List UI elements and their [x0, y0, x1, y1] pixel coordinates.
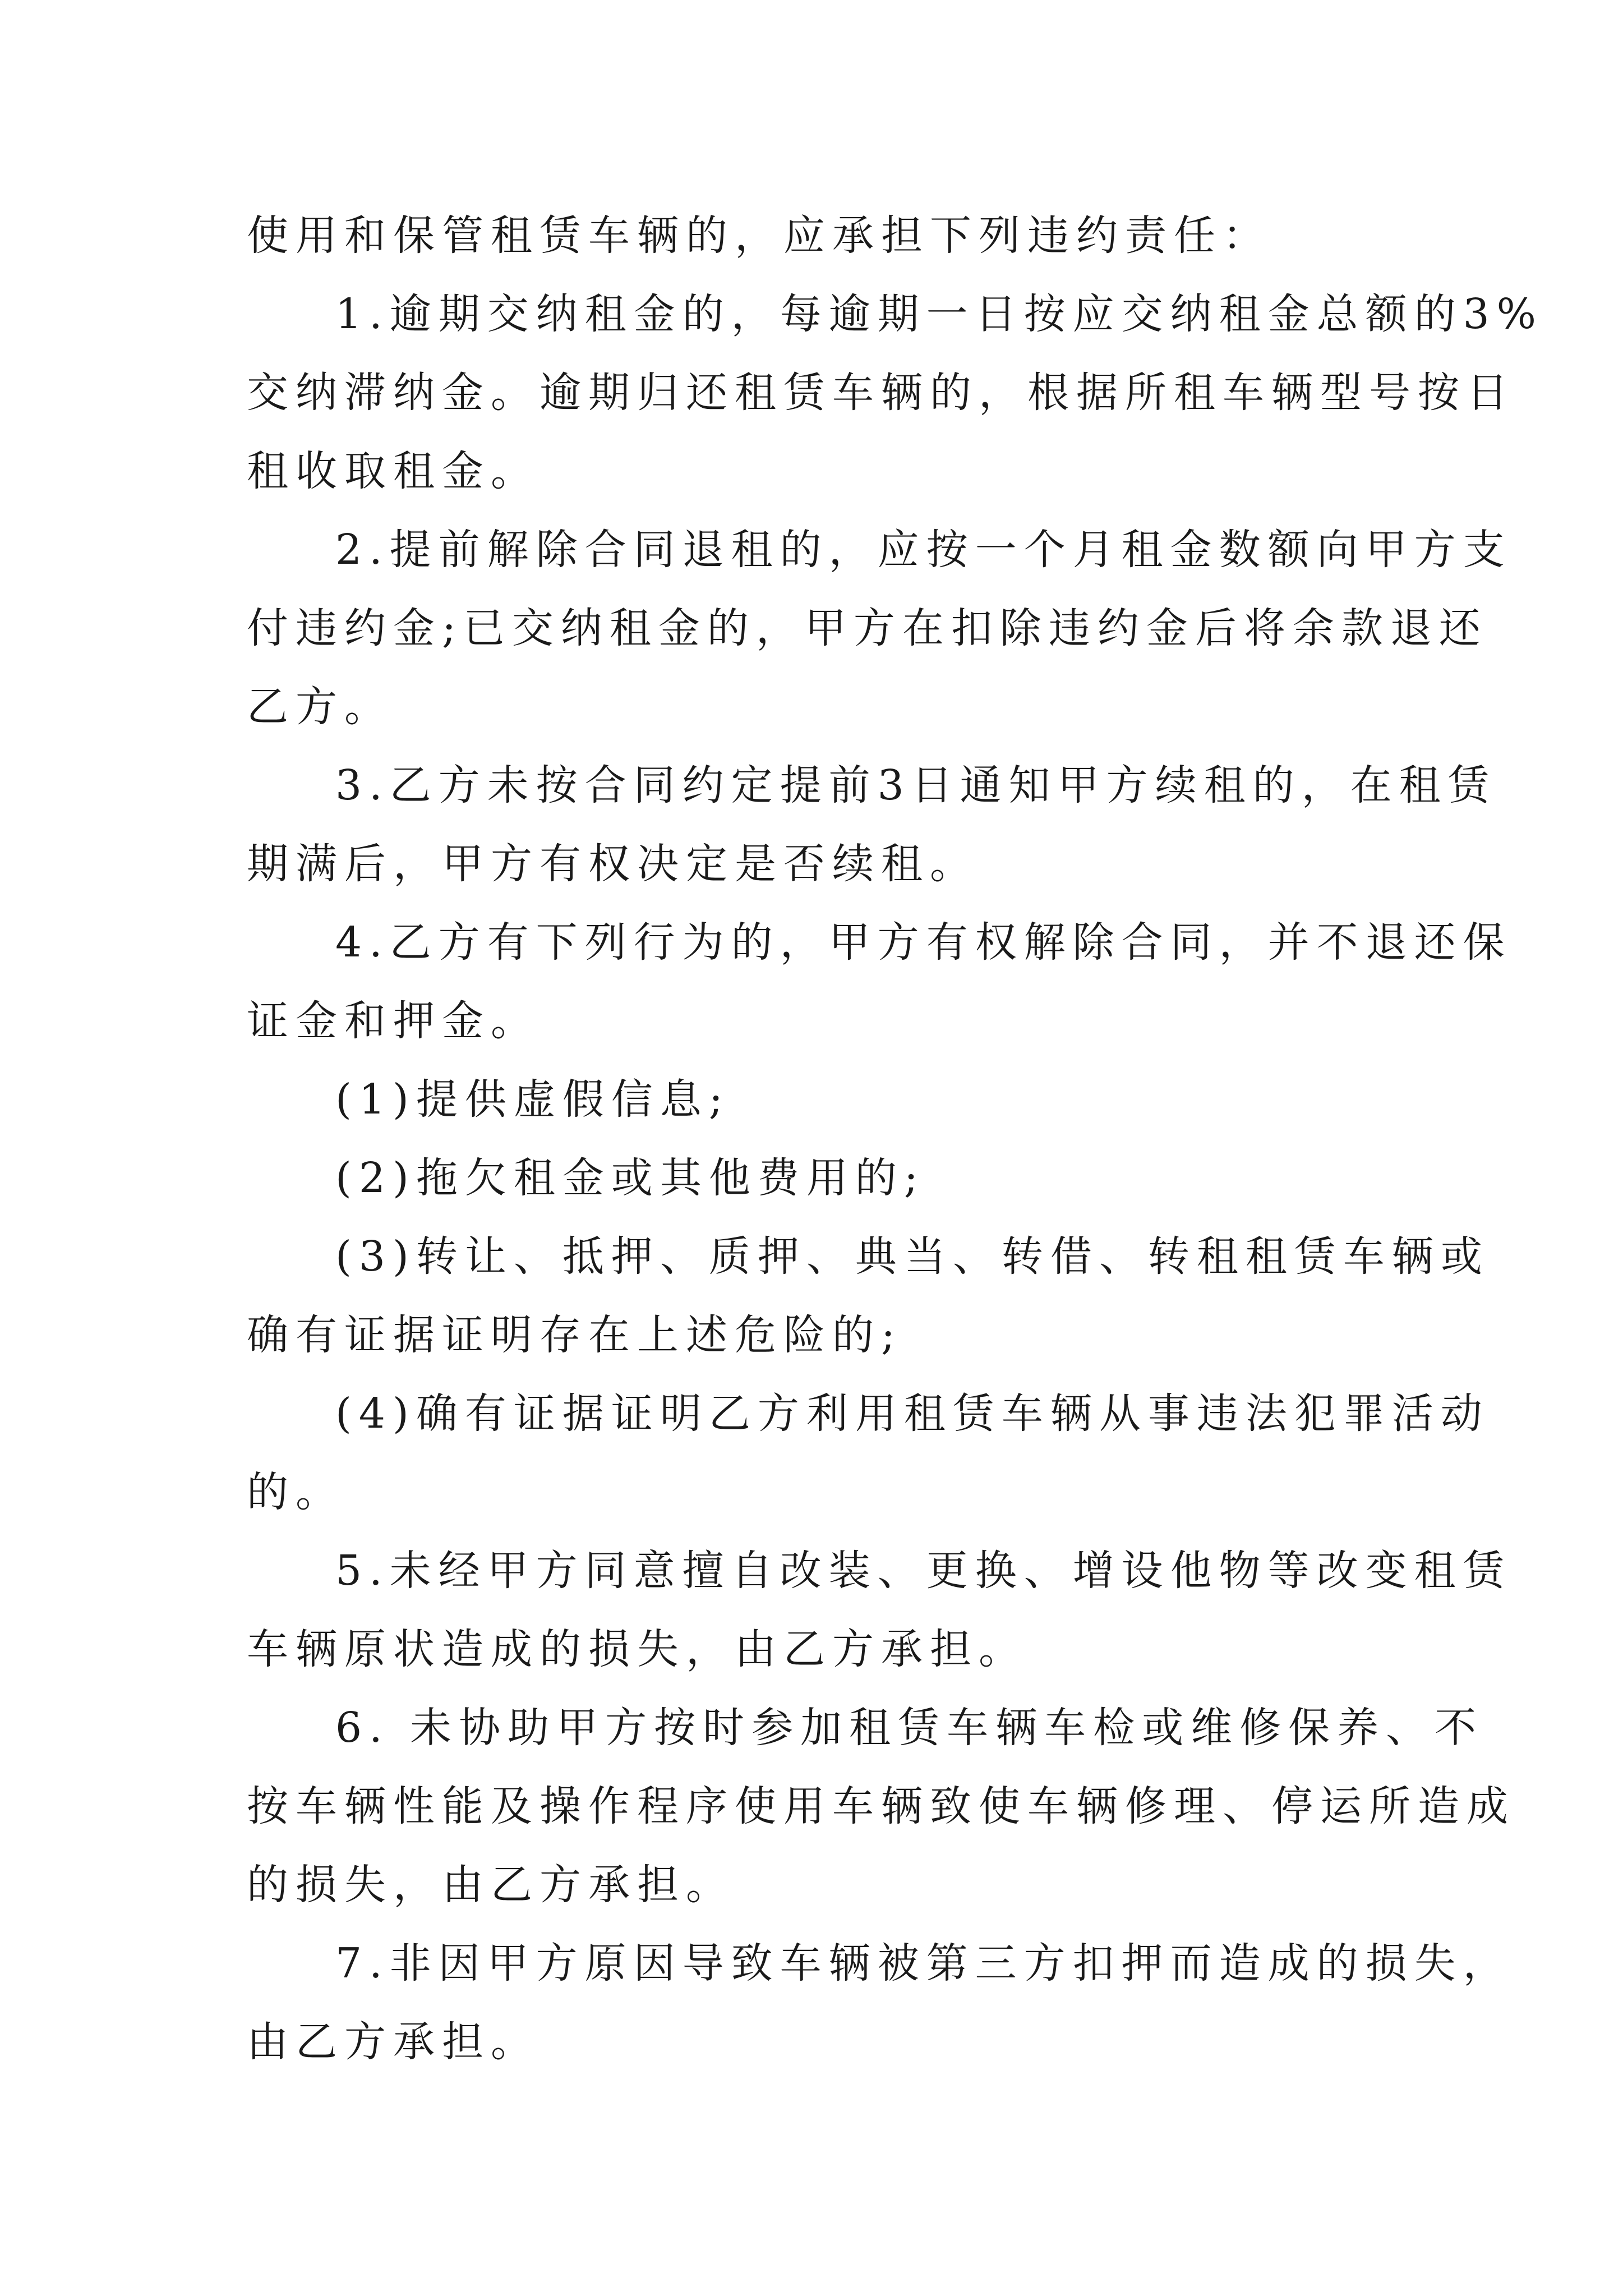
text-line: 付违约金;已交纳租金的，甲方在扣除违约金后将余款退还	[247, 604, 1488, 652]
text-line: (3)转让、抵押、质押、典当、转借、转租租赁车辆或	[335, 1232, 1490, 1281]
text-line: 1.逾期交纳租金的，每逾期一日按应交纳租金总额的3%	[335, 290, 1543, 338]
text-line: 使用和保管租赁车辆的，应承担下列违约责任：	[247, 211, 1271, 260]
text-line: 车辆原状造成的损失，由乙方承担。	[247, 1625, 1027, 1673]
text-line: 5.未经甲方同意擅自改装、更换、增设他物等改变租赁	[335, 1547, 1512, 1595]
text-line: 按车辆性能及操作程序使用车辆致使车辆修理、停运所造成	[247, 1782, 1515, 1830]
text-line: 4.乙方有下列行为的，甲方有权解除合同，并不退还保	[335, 918, 1512, 967]
text-line: 期满后，甲方有权决定是否续租。	[247, 840, 979, 888]
text-line: (2)拖欠租金或其他费用的;	[335, 1154, 925, 1202]
text-line: 交纳滞纳金。逾期归还租赁车辆的，根据所租车辆型号按日	[247, 369, 1515, 417]
text-line: 2.提前解除合同退租的，应按一个月租金数额向甲方支	[335, 526, 1512, 574]
text-line: (1)提供虚假信息;	[335, 1075, 730, 1124]
text-line: 6. 未协助甲方按时参加租赁车辆车检或维修保养、不	[335, 1704, 1484, 1752]
text-line: (4)确有证据证明乙方利用租赁车辆从事违法犯罪活动	[335, 1389, 1490, 1438]
text-line: 7.非因甲方原因导致车辆被第三方扣押而造成的损失，	[335, 1939, 1512, 1987]
document-page	[247, 196, 1543, 2081]
text-line: 的损失，由乙方承担。	[247, 1861, 735, 1909]
text-line: 的。	[247, 1468, 344, 1516]
text-line: 证金和押金。	[247, 997, 540, 1045]
text-line: 租收取租金。	[247, 447, 540, 495]
text-line: 3.乙方未按合同约定提前3日通知甲方续租的，在租赁	[335, 761, 1497, 809]
text-line: 确有证据证明存在上述危险的;	[247, 1311, 902, 1359]
text-line: 由乙方承担。	[247, 2018, 540, 2066]
text-line: 乙方。	[247, 683, 393, 731]
